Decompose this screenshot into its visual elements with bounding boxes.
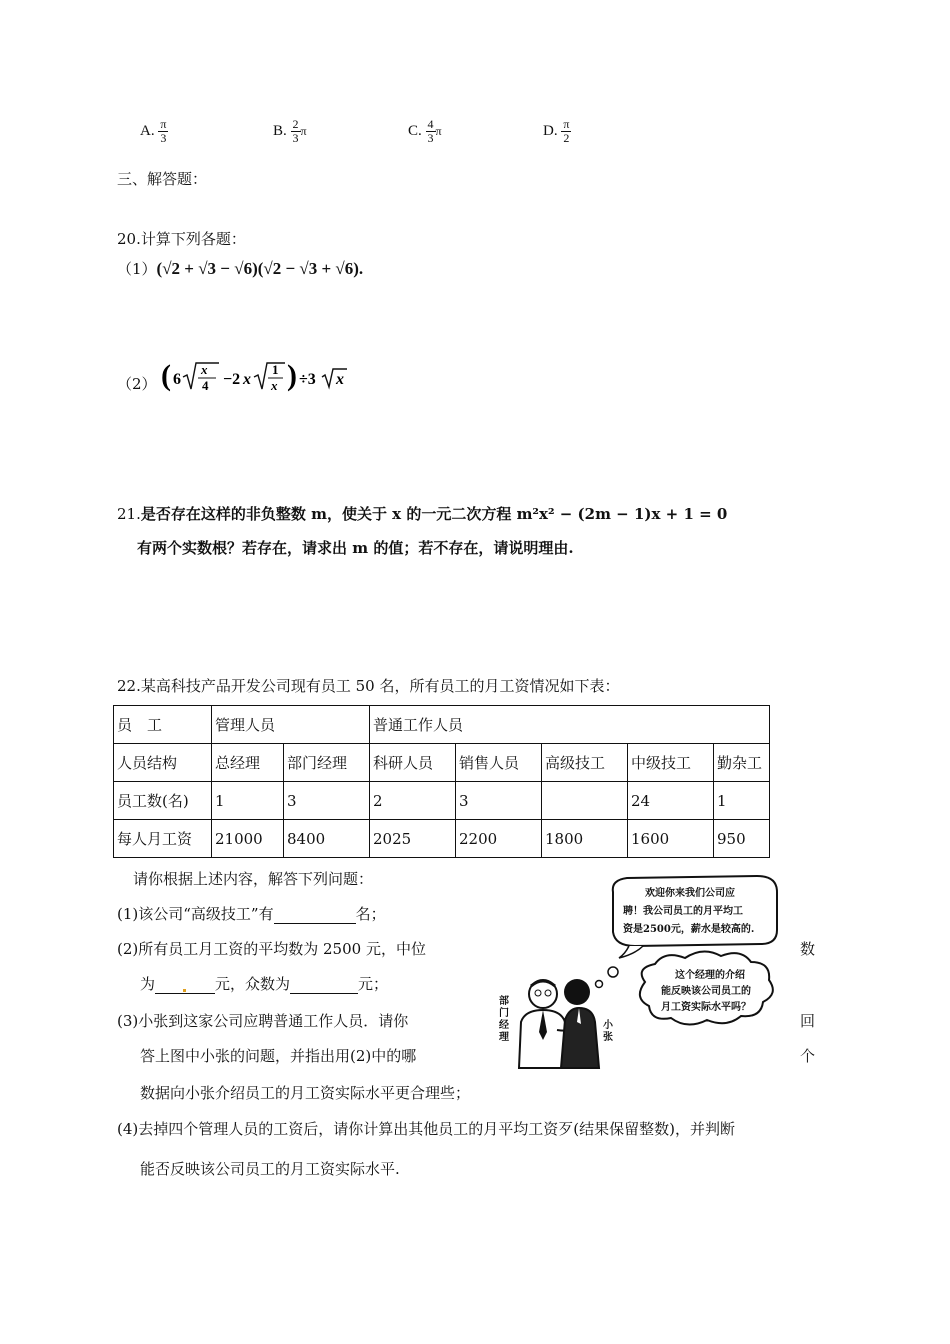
table-cell: 管理人员 — [212, 706, 370, 744]
table-cell: 科研人员 — [370, 744, 456, 782]
bubble1-line2: 聘！我公司员工的月平均工 — [623, 906, 743, 917]
option-c: C. $\frac{4}{3}$ π — [408, 117, 442, 145]
table-cell: 1600 — [628, 820, 714, 858]
table-cell: 8400 — [284, 820, 370, 858]
fraction: $\frac{4}{3}$ — [427, 117, 434, 145]
q22-intro: 请你根据上述内容，解答下列问题： — [133, 870, 374, 888]
table-cell: 每人月工资 — [114, 820, 212, 858]
table-header-row — [114, 706, 770, 744]
option-b: B. $\frac{2}{3}$ π — [273, 117, 307, 145]
svg-text:−2: −2 — [223, 371, 241, 388]
table-cell: 950 — [714, 820, 770, 858]
part-label: （1） — [117, 260, 157, 278]
q22-sub2b: 为 元，众数为 元； — [140, 975, 389, 993]
option-d — [543, 118, 571, 145]
option-a — [140, 118, 168, 145]
table-cell: 1800 — [542, 820, 628, 858]
svg-text:x: x — [336, 371, 345, 388]
option-label: D. — [543, 122, 558, 139]
fraction: $\frac{\pi}{2}$ — [563, 117, 570, 145]
table-cell: 24 — [628, 782, 714, 820]
table-cell: 中级技工 — [628, 744, 714, 782]
table-cell: 总经理 — [212, 744, 284, 782]
table-cell: 1 — [212, 782, 284, 820]
q20-part1 — [117, 258, 363, 279]
table-cell: 人员结构 — [114, 744, 212, 782]
table-cell: 2025 — [370, 820, 456, 858]
q22-sub2-right: 数 — [800, 940, 816, 958]
svg-text:÷3: ÷3 — [299, 371, 317, 388]
option-label: C. — [408, 122, 422, 139]
bubble1-line3: 资是2500元，薪水是较高的. — [623, 924, 755, 935]
svg-text:x: x — [201, 362, 208, 377]
q21-line1: 21.是否存在这样的非负整数 m，使关于 x 的一元二次方程 m²x² − (2m − 1)x + 1 = 0 — [117, 505, 728, 523]
answer-blank — [290, 975, 358, 994]
svg-text:6: 6 — [173, 371, 182, 388]
svg-text:x: x — [243, 371, 252, 388]
table-cell: 员 工 — [114, 706, 212, 744]
zhang-label: 小张 — [603, 1020, 613, 1043]
math-expression-svg — [161, 359, 371, 399]
bubble2-line3: 月工资实际水平吗？ — [661, 1002, 751, 1013]
bubble2-line1: 这个经理的介绍 — [675, 970, 745, 981]
table-cell: 1 — [714, 782, 770, 820]
table-row — [114, 744, 770, 782]
q20-title: 20.计算下列各题： — [117, 230, 246, 248]
bubble1-line1: 欢迎你来我们公司应 — [645, 888, 735, 899]
q22-sub4: (4)去掉四个管理人员的工资后，请你计算出其他员工的月平均工资歹(结果保留整数)，并判断 — [117, 1120, 735, 1138]
table-cell: 部门经理 — [284, 744, 370, 782]
highlight-mark — [183, 989, 186, 992]
table-cell: 员工数(名) — [114, 782, 212, 820]
part-label: （2） — [117, 375, 157, 393]
table-cell: 普通工作人员 — [370, 706, 770, 744]
math-expression: (√2 + √3 − √6)(√2 − √3 + √6). — [156, 259, 364, 278]
q22-title: 22.某高科技产品开发公司现有员工 50 名，所有员工的月工资情况如下表： — [117, 677, 620, 695]
q22-sub3-right: 回 — [800, 1012, 816, 1030]
svg-text:x: x — [271, 378, 278, 393]
q22-sub3: (3)小张到这家公司应聘普通工作人员．请你 — [117, 1012, 409, 1030]
table-cell: 3 — [456, 782, 542, 820]
table-row — [114, 782, 770, 820]
q22-sub4b: 能否反映该公司员工的月工资实际水平. — [140, 1160, 400, 1178]
table-cell — [542, 782, 628, 820]
manager-label: 部门经理 — [499, 996, 509, 1043]
svg-text:(: ( — [161, 359, 172, 392]
svg-text:4: 4 — [202, 378, 209, 393]
q22-sub3b: 答上图中小张的问题，并指出用(2)中的哪 — [140, 1047, 417, 1065]
q22-sub3c: 数据向小张介绍员工的月工资实际水平更合理些； — [140, 1084, 471, 1102]
svg-text:): ) — [287, 359, 298, 392]
q20-part2 — [117, 355, 371, 395]
table-cell: 勤杂工 — [714, 744, 770, 782]
q22-sub1: (1)该公司“高级技工”有 名； — [117, 905, 386, 923]
bubble2-line2: 能反映该公司员工的 — [661, 986, 751, 997]
table-cell: 2 — [370, 782, 456, 820]
q21-line2: 有两个实数根？若存在，请求出 m 的值；若不存在，请说明理由. — [137, 539, 574, 557]
table-cell: 3 — [284, 782, 370, 820]
fraction: $\frac{2}{3}$ — [292, 117, 299, 145]
table-cell: 2200 — [456, 820, 542, 858]
option-label: B. — [273, 122, 287, 139]
svg-text:1: 1 — [272, 362, 279, 377]
section-heading: 三、解答题： — [117, 170, 208, 188]
salary-table — [113, 705, 770, 858]
table-cell: 销售人员 — [456, 744, 542, 782]
q22-sub3b-right: 个 — [800, 1047, 816, 1065]
answer-blank — [274, 905, 356, 924]
table-cell: 高级技工 — [542, 744, 628, 782]
answer-blank — [155, 975, 215, 994]
table-row — [114, 820, 770, 858]
table-cell: 21000 — [212, 820, 284, 858]
q22-sub2: (2)所有员工月工资的平均数为 2500 元，中位 — [117, 940, 426, 958]
fraction: $\frac{\pi}{3}$ — [160, 117, 167, 145]
cartoon-illustration — [495, 872, 785, 1070]
option-label: A. — [140, 122, 155, 139]
